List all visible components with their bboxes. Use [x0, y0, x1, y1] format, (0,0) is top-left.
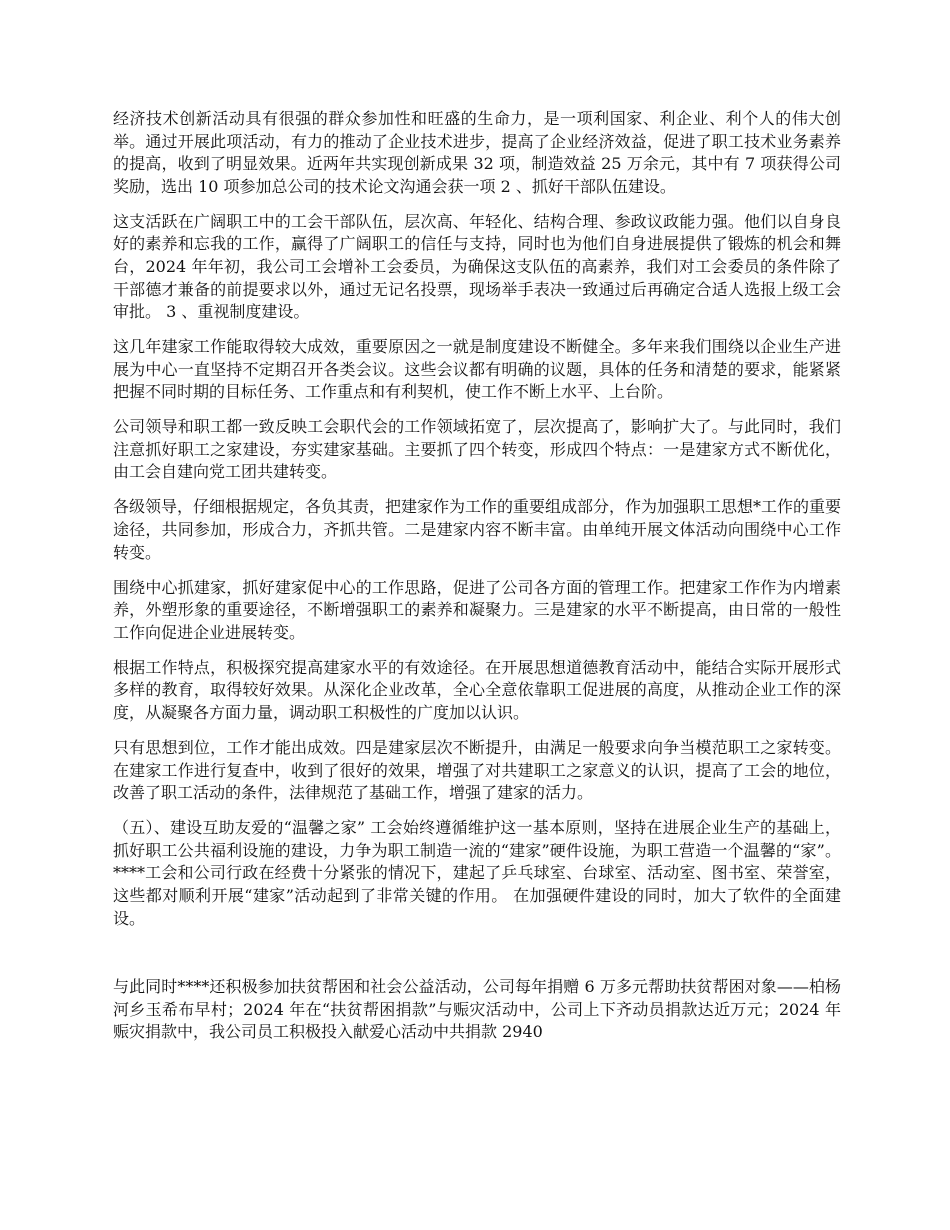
paragraph-6: 围绕中心抓建家，抓好建家促中心的工作思路，促进了公司各方面的管理工作。把建家工作作为内增素养，外塑形象的重要途径，不断增强职工的素养和凝聚力。三是建家的水平不断提高，由日常的一般性工作向促进企业进展转变。	[113, 577, 841, 642]
paragraph-4: 公司领导和职工都一致反映工会职代会的工作领域拓宽了，层次提高了，影响扩大了。与此同时，我们注意抓好职工之家建设，夯实建家基础。主要抓了四个转变，形成四个特点：一是建家方式不断优化，由工会自建向党工团共建转变。	[113, 417, 841, 482]
paragraph-10: 与此同时****还积极参加扶贫帮困和社会公益活动，公司每年捐赠 6 万多元帮助扶贫帮困对象——柏杨河乡玉希布早村；2024 年在“扶贫帮困捐款”与赈灾活动中，公司上下齐动员捐款达近万元；2024 年赈灾捐款中，我公司员工积极投入献爱心活动中共捐款 2940	[113, 977, 841, 1042]
paragraph-8: 只有思想到位，工作才能出成效。四是建家层次不断提升，由满足一般要求向争当模范职工之家转变。 在建家工作进行复查中，收到了很好的效果，增强了对共建职工之家意义的认识，提高了工会的地位，改善了职工活动的条件，法律规范了基础工作，增强了建家的活力。	[113, 737, 841, 803]
paragraph-1: 经济技术创新活动具有很强的群众参加性和旺盛的生命力，是一项利国家、利企业、利个人的伟大创举。通过开展此项活动，有力的推动了企业技术进步，提高了企业经济效益，促进了职工技术业务素养的提高，收到了明显效果。近两年共实现创新成果 32 项，制造效益 25 万余元，其中有 7 项获得公司奖励，选出 10 项参加总公司的技术论文沟通会获一项 2 、抓好干部队伍建设。	[113, 109, 841, 196]
paragraph-2: 这支活跃在广阔职工中的工会干部队伍，层次高、年轻化、结构合理、参政议政能力强。他们以自身良好的素养和忘我的工作，赢得了广阔职工的信任与支持，同时也为他们自身进展提供了锻炼的机会和舞台，2024 年年初，我公司工会增补工会委员，为确保这支队伍的高素养，我们对工会委员的条件除了干部德才兼备的前提要求以外，通过无记名投票，现场举手表决一致通过后再确定合适人选报上级工会审批。 3 、重视制度建设。	[113, 211, 841, 322]
paragraph-7: 根据工作特点，积极探究提高建家水平的有效途径。在开展思想道德教育活动中，能结合实际开展形式多样的教育，取得较好效果。从深化企业改革，全心全意依靠职工促进展的高度，从推动企业工作的深度，从凝聚各方面力量，调动职工积极性的广度加以认识。	[113, 657, 841, 722]
paragraph-9: （五）、建设互助友爱的“温馨之家” 工会始终遵循维护这一基本原则，坚持在进展企业生产的基础上，抓好职工公共福利设施的建设，力争为职工制造一流的“建家”硬件设施，为职工营造一个温馨的“家”。****工会和公司行政在经费十分紧张的情况下，建起了乒乓球室、台球室、活动室、图书室、荣誉室，这些都对顺利开展“建家”活动起到了非常关键的作用。 在加强硬件建设的同时，加大了软件的全面建设。	[113, 818, 841, 928]
paragraph-5: 各级领导，仔细根据规定，各负其责，把建家作为工作的重要组成部分，作为加强职工思想*工作的重要途径，共同参加，形成合力，齐抓共管。二是建家内容不断丰富。由单纯开展文体活动向围绕中心工作转变。	[113, 497, 842, 562]
document-body	[113, 108, 841, 1056]
paragraph-3: 这几年建家工作能取得较大成效，重要原因之一就是制度建设不断健全。多年来我们围绕以企业生产进展为中心一直坚持不定期召开各类会议。这些会议都有明确的议题，具体的任务和清楚的要求，能紧紧把握不同时期的目标任务、工作重点和有利契机，使工作不断上水平、上台阶。	[113, 337, 841, 402]
